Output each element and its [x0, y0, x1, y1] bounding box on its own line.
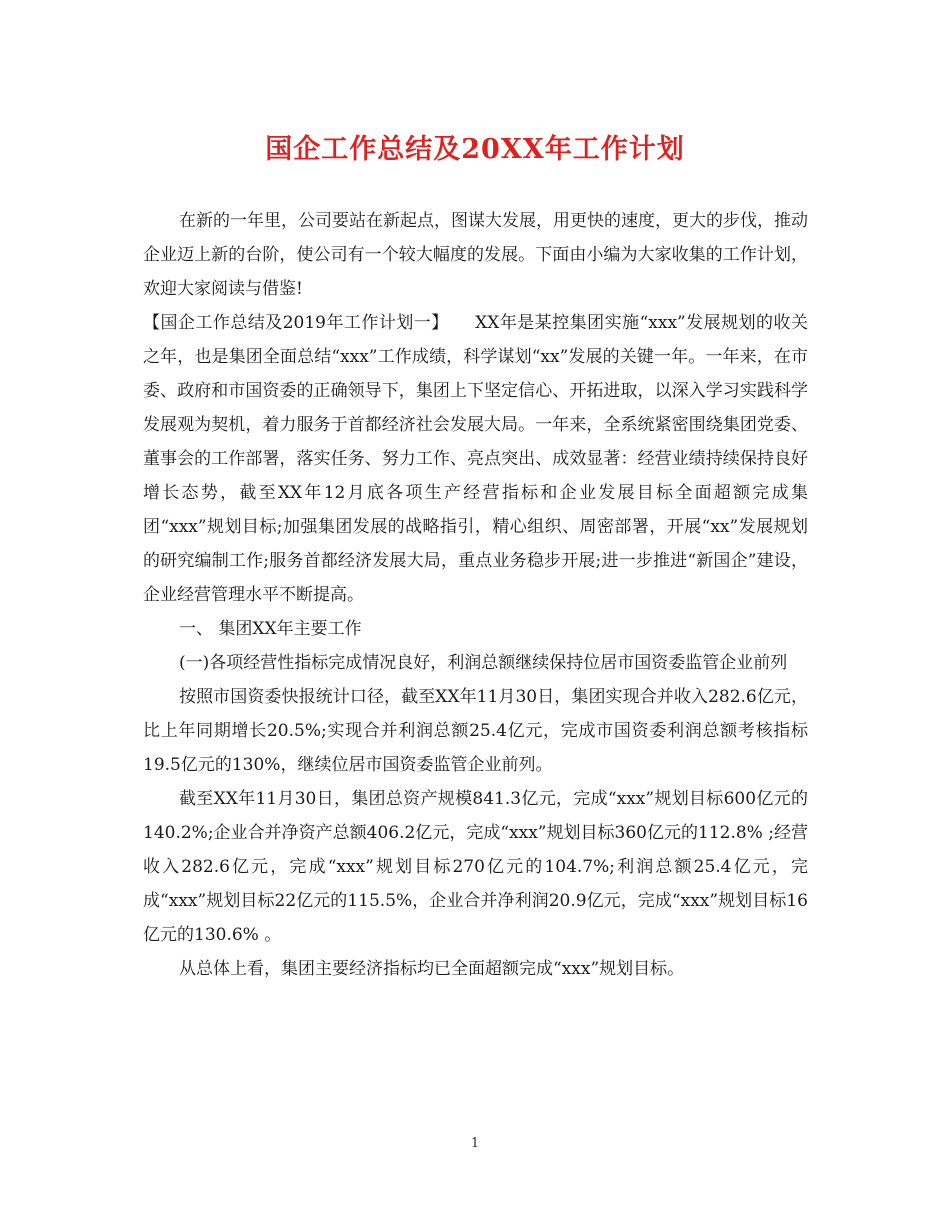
revenue-paragraph: 按照市国资委快报统计口径，截至XX年11月30日，集团实现合并收入282.6亿元，比上年同期增长20.5%;实现合并利润总额25.4亿元，完成市国资委利润总额考核指标19.5亿元的130%，继续位居市国资委监管企业前列。 [143, 687, 808, 775]
document-title: 国企工作总结及20XX年工作计划 [265, 134, 685, 165]
summary-paragraph: 从总体上看，集团主要经济指标均已全面超额完成“xxx”规划目标。 [179, 959, 685, 979]
intro-paragraph: 在新的一年里，公司要站在新起点，图谋大发展，用更快的速度，更大的步伐，推动企业迈上新的台阶，使公司有一个较大幅度的发展。下面由小编为大家收集的工作计划，欢迎大家阅读与借鉴! [143, 211, 808, 299]
subsection-heading: (一)各项经营性指标完成情况良好，利润总额继续保持位居市国资委监管企业前列 [179, 653, 788, 673]
document-body [143, 204, 808, 986]
page-number: 1 [470, 1136, 480, 1151]
assets-paragraph: 截至XX年11月30日，集团总资产规模841.3亿元，完成“xxx”规划目标600亿元的140.2%;企业合并净资产总额406.2亿元，完成“xxx”规划目标360亿元的112.8% ;经营收入282.6亿元，完成“xxx”规划目标270亿元的104.7%;利润总额25.4亿元，完成“xxx”规划目标22亿元的115.5%，企业合并净利润20.9亿元，完成“xxx”规划目标16亿元的130.6% 。 [143, 789, 808, 945]
section-one-paragraph: 【国企工作总结及2019年工作计划一】 XX年是某控集团实施“xxx”发展规划的收关之年，也是集团全面总结“xxx”工作成绩，科学谋划“xx”发展的关键一年。一年来，在市委、政府和市国资委的正确领导下，集团上下坚定信心、开拓进取，以深入学习实践科学发展观为契机，着力服务于首都经济社会发展大局。一年来，全系统紧密围绕集团党委、董事会的工作部署，落实任务、努力工作、亮点突出、成效显著：经营业绩持续保持良好增长态势，截至XX年12月底各项生产经营指标和企业发展目标全面超额完成集团“xxx”规划目标;加强集团发展的战略指引，精心组织、周密部署，开展“xx”发展规划的研究编制工作;服务首都经济发展大局，重点业务稳步开展;进一步推进“新国企”建设，企业经营管理水平不断提高。 [143, 313, 808, 605]
section-heading: 一、 集团XX年主要工作 [179, 619, 362, 639]
